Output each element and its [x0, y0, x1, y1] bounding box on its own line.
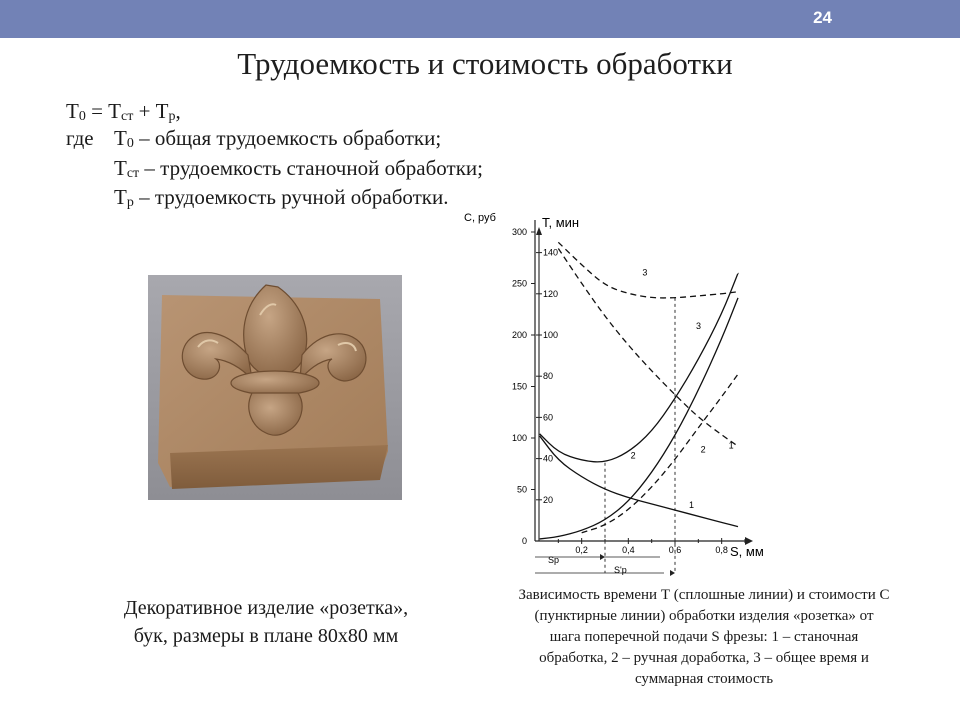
series-dashed-1 [558, 248, 738, 446]
y-tick-label-time: 100 [543, 330, 559, 340]
y-tick-label-time: 80 [543, 371, 554, 382]
photo-caption-line: бук, размеры в плане 80х80 мм [133, 625, 399, 647]
series-solid-1 [540, 436, 738, 527]
y-tick-label-time: 140 [543, 247, 559, 258]
y-tick-label-time: 120 [543, 288, 559, 299]
chart-caption-line: (пунктирные линии) обработки изделия «розетка» от [534, 608, 874, 624]
formula-r-sub: р [168, 109, 176, 124]
series-label: 3 [642, 267, 648, 278]
formula-end: , [175, 99, 181, 123]
formula-t-sub: 0 [78, 109, 86, 124]
series-label: 3 [696, 320, 702, 331]
formula-item-sym: Т [114, 126, 127, 150]
formula-item [114, 184, 449, 214]
sp-arrow-icon [600, 554, 605, 560]
chart-caption-line: шага поперечной подачи S фрезы: 1 – станочная [549, 629, 859, 645]
y-tick-label-time: 20 [543, 494, 554, 505]
sp-label: Sp [548, 555, 560, 565]
sp2-label: S'p [614, 565, 627, 575]
series-label: 2 [700, 444, 706, 455]
slide-number: 24 [813, 8, 832, 27]
series-dashed-2 [582, 374, 738, 533]
sp2-arrow-icon [670, 570, 675, 576]
formula-item-text: – трудоемкость станочной обработки; [139, 156, 483, 180]
slide-title: Трудоемкость и стоимость обработки [237, 46, 733, 81]
y-tick-label-cost: 100 [511, 433, 527, 443]
x-tick-label: 0,4 [622, 545, 635, 555]
formula-plus: + Т [133, 99, 169, 123]
rosette-photo [148, 275, 402, 500]
y-tick-label-cost: 250 [511, 278, 527, 289]
formula-item [114, 155, 483, 185]
photo-caption [64, 594, 468, 650]
formula-item [114, 125, 441, 155]
photo-caption-line: Декоративное изделие «розетка», [123, 597, 409, 619]
formula-item-sym: Т [114, 185, 127, 209]
series-solid-2 [540, 298, 738, 539]
x-tick-label: 0,8 [715, 545, 728, 555]
formula-item-text: – общая трудоемкость обработки; [133, 126, 442, 150]
formula-item-sub: ст [126, 166, 140, 181]
y-tick-label-cost: 200 [511, 330, 527, 340]
x-tick-label: 0,2 [575, 545, 588, 555]
series-label: 1 [689, 500, 695, 511]
y-tick-label-cost: 150 [511, 381, 527, 392]
formula-item-sub: 0 [126, 136, 134, 151]
formula-where: где [66, 126, 94, 150]
y-tick-label-cost: 300 [511, 227, 527, 237]
chart-caption-line: Зависимость времени Т (сплошные линии) и стоимости С [518, 587, 890, 603]
series-dashed-3 [558, 242, 738, 298]
y-tick-label-time: 40 [543, 453, 554, 464]
chart-caption-line: суммарная стоимость [634, 671, 774, 687]
formula-eq: = Т [85, 99, 121, 123]
y-tick-label-time: 60 [543, 412, 554, 423]
formula-item-sym: Т [114, 156, 127, 180]
formula-line [66, 98, 181, 128]
series-label: 1 [728, 440, 734, 451]
y-tick-label-cost: 0 [521, 536, 527, 546]
series-label: 2 [630, 450, 636, 461]
formula-t: Т [66, 99, 79, 123]
chart-caption-line: обработка, 2 – ручная доработка, 3 – общее время и [539, 650, 869, 666]
formula-st-sub: ст [121, 109, 134, 124]
formula-item-sub: р [126, 195, 134, 210]
y-tick-label-cost: 50 [516, 484, 527, 495]
formula-item-text: – трудоемкость ручной обработки. [133, 185, 449, 209]
y-axis-time-label: Т, мин [542, 215, 580, 230]
chart-caption [470, 585, 938, 690]
x-tick-label: 0,6 [668, 545, 682, 555]
y-axis-cost-label: С, руб [464, 212, 496, 224]
time-cost-chart [460, 205, 780, 580]
top-bar [0, 0, 960, 38]
x-axis-label: S, мм [730, 544, 764, 559]
